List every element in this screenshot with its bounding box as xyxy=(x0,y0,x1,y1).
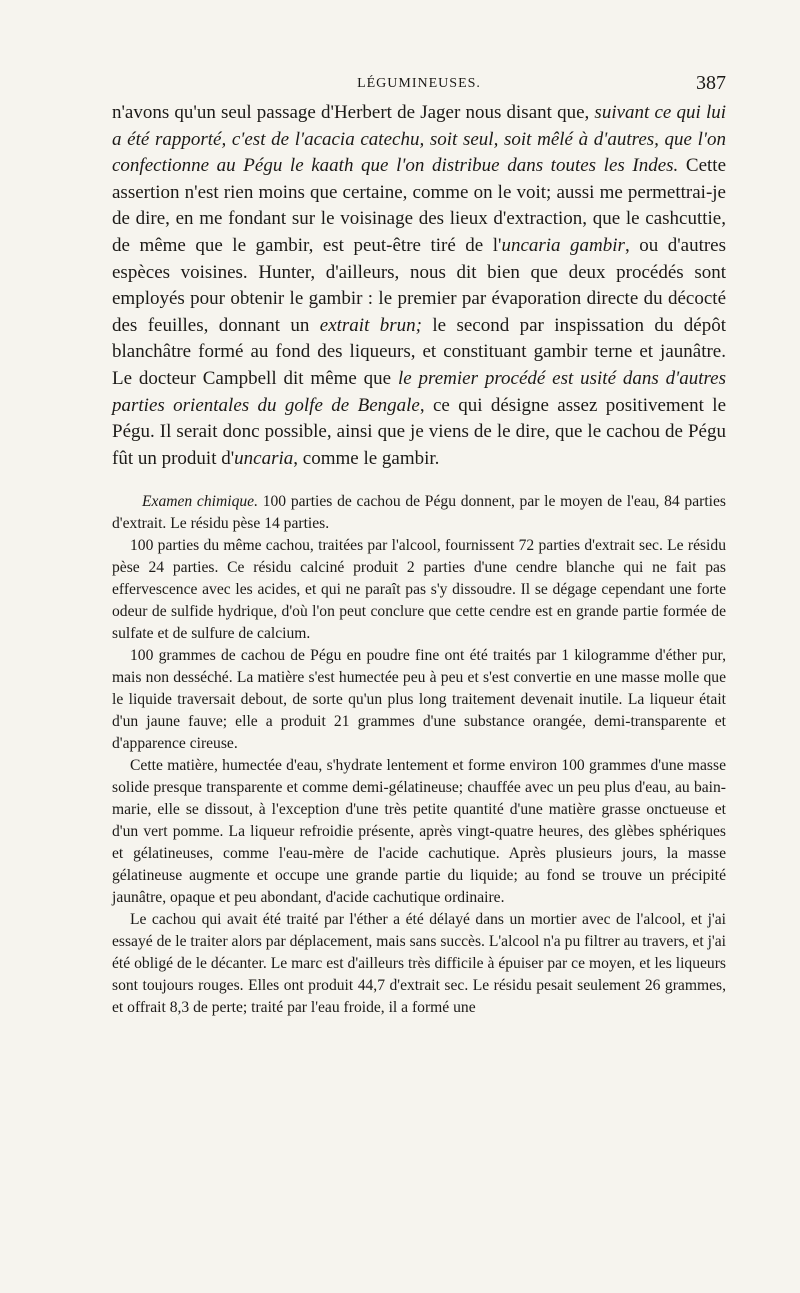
text-run: le second par inspissation du dépôt blanchâtre formé au fond des liqueurs, et constituant gambir terne et jaunâtre. Le docteur Campbell dit même que xyxy=(112,314,726,389)
text-run: , ou d'autres espèces voisines. Hunter, d'ailleurs, nous dit bien que deux procédés sont employés pour obtenir le gambir : le premier par évaporation directe du décocté des feuilles, donnant un xyxy=(112,234,727,336)
italic-quote: suivant ce qui lui a été rapporté, c'est de l'acacia catechu, soit seul, soit mêlé à d'autres, que l'on confectionne au Pégu le kaath que l'on distribue dans toutes les Indes. xyxy=(112,102,726,177)
italic-quote: le premier procédé est usité dans d'autres parties orientales du golfe de Bengale xyxy=(112,367,726,416)
text-run: , ce qui désigne assez positivement le Pégu. Il serait donc possible, ainsi que je viens de le dire, que le cachou de Pégu fût un produit d' xyxy=(112,394,726,469)
paragraph-exam-intro xyxy=(112,491,726,535)
text-run: , comme le gambir. xyxy=(293,447,440,469)
paragraph-ether: 100 grammes de cachou de Pégu en poudre fine ont été traités par 1 kilogramme d'éther pur, mais non desséché. La matière s'est humectée peu à peu et s'est convertie en une masse molle que le liquide traversait debout, de sorte qu'un plus long traitement devenait inutile. La liqueur était d'un jaune fauve; elle a produit 21 grammes d'une substance orangée, demi-transparente et d'apparence cireuse. xyxy=(112,647,726,753)
italic-term: uncaria xyxy=(234,447,294,469)
italic-term: uncaria gambir xyxy=(501,234,625,256)
italic-term: extrait brun; xyxy=(319,314,422,336)
page-header xyxy=(112,70,726,100)
text-run: n'avons qu'un seul passage d'Herbert de Jager nous disant que, xyxy=(112,102,595,123)
paragraph-alcohol: 100 parties du même cachou, traitées par l'alcool, fournissent 72 parties d'extrait sec. Le résidu pèse 24 parties. Ce résidu calciné produit 2 parties d'une cendre blanche qui ne fait pas effervescence avec les acides, et qui ne paraît pas s'y dissoudre. Il se dégage cependant une forte odeur de sulfide hydrique, d'où l'on peut conclure que cette cendre est en grande partie formée de sulfate et de sulfure de calcium. xyxy=(112,537,726,643)
page-number: 387 xyxy=(696,72,726,94)
paragraph-alcohol-displacement: Le cachou qui avait été traité par l'éther a été délayé dans un mortier avec de l'alcool, et j'ai essayé de le traiter alors par déplacement, mais sans succès. L'alcool n'a pu filtrer au travers, et j'ai été obligé de le décanter. Le marc est d'ailleurs très difficile à épuiser par ce moyen, et les liqueurs sont toujours rouges. Elles ont produit 44,7 d'extrait sec. Le résidu pesait seulement 26 grammes, et offrait 8,3 de perte; traité par l'eau froide, il a formé une xyxy=(112,911,726,1017)
paragraph-hydration: Cette matière, humectée d'eau, s'hydrate lentement et forme environ 100 grammes d'une masse solide presque transparente et comme demi-gélatineuse; chauffée avec un peu plus d'eau, au bain-marie, elle se dissout, à l'exception d'une très petite quantité d'une matière grasse onctueuse et d'un vert pomme. La liqueur refroidie présente, après vingt-quatre heures, des glèbes sphériques et gélatineuses, comme l'eau-mère de l'acide cachutique. Après plusieurs jours, la masse gélatineuse augmente et occupe une grande partie du liquide; au fond se trouve un précipité jaunâtre, opaque et peu abondant, d'acide cachutique ordinaire. xyxy=(112,757,726,907)
chemical-exam-section xyxy=(112,491,726,1019)
text-run: Cette assertion n'est rien moins que certaine, comme on le voit; aussi me permettrai-je de dire, en me fondant sur le voisinage des lieux d'extraction, que le cashcuttie, de même que le gambir, est peut-être tiré de l' xyxy=(112,155,726,256)
paragraph-continuation xyxy=(112,100,726,472)
book-page xyxy=(112,70,726,1019)
main-text xyxy=(112,100,726,472)
text-run: 100 parties de cachou de Pégu donnent, par le moyen de l'eau, 84 parties d'extrait. Le résidu pèse 14 parties. xyxy=(112,493,726,533)
section-label: Examen chimique. xyxy=(142,493,258,511)
running-title: LÉGUMINEUSES. xyxy=(357,76,481,91)
